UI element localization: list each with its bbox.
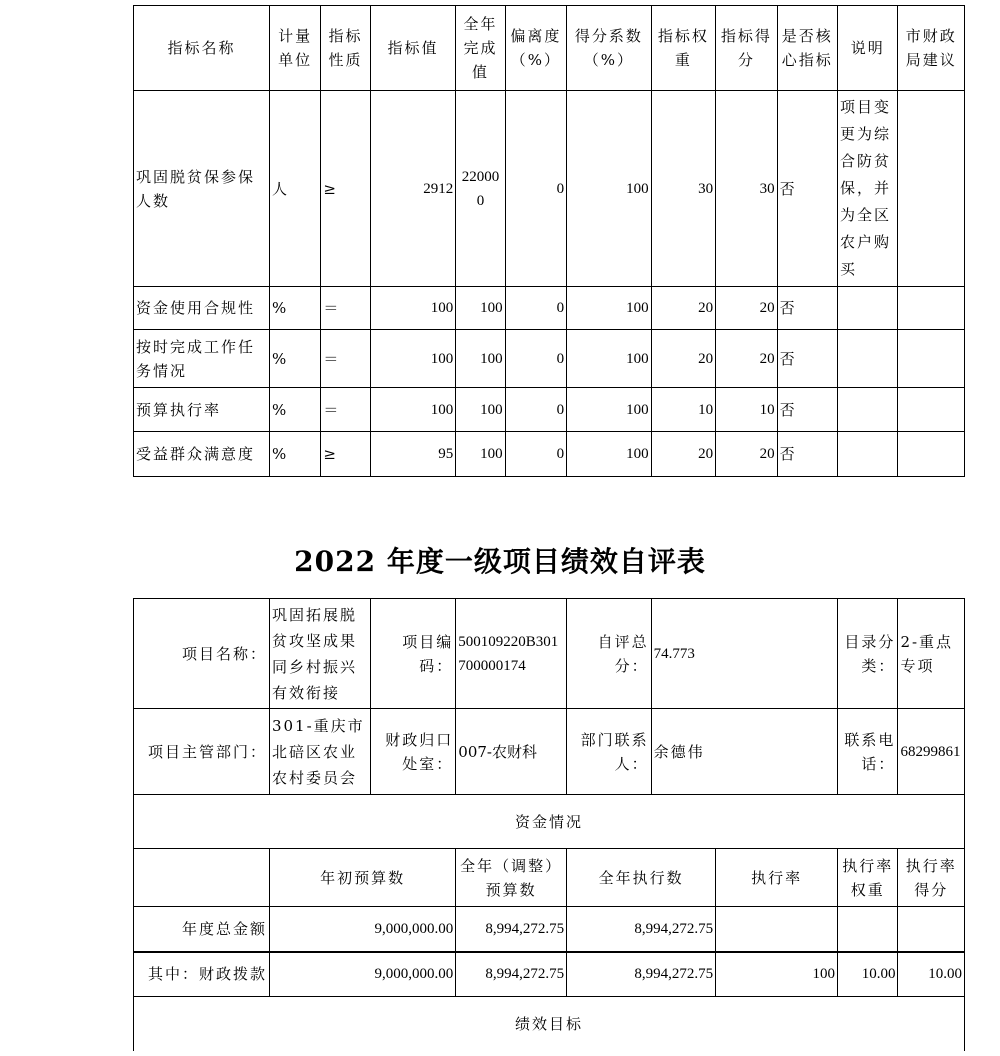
project-info-row — [134, 599, 965, 709]
funds-header-score: 执行率得分 — [898, 849, 965, 907]
actual-value: 100 — [456, 388, 505, 432]
coef: 100 — [567, 330, 652, 388]
header-coef: 得分系数（%） — [567, 6, 652, 91]
funds-weight — [838, 907, 898, 952]
header-unit: 计量单位 — [269, 6, 320, 91]
funds-rate: 100 — [716, 952, 838, 997]
funds-executed: 8,994,272.75 — [567, 952, 716, 997]
unit: % — [269, 388, 320, 432]
funds-header-rate: 执行率 — [716, 849, 838, 907]
advice — [898, 388, 965, 432]
target-value: 100 — [370, 330, 456, 388]
unit: 人 — [269, 91, 320, 287]
deviation: 0 — [505, 287, 566, 330]
weight: 20 — [651, 432, 715, 477]
funds-adjusted: 8,994,272.75 — [456, 907, 567, 952]
phone: 68299861 — [898, 709, 965, 795]
indicator-header-row — [134, 6, 965, 91]
target-value: 100 — [370, 287, 456, 330]
note: 项目变更为综合防贫保，并为全区农户购买 — [837, 91, 897, 287]
score: 30 — [716, 91, 777, 287]
funds-budget: 9,000,000.00 — [269, 952, 455, 997]
funds-header-budget: 年初预算数 — [269, 849, 455, 907]
funds-row-label: 年度总金额 — [134, 907, 270, 952]
deviation: 0 — [505, 432, 566, 477]
page-title: 2022 年度一级项目绩效自评表 — [294, 545, 706, 578]
indicator-name: 受益群众满意度 — [134, 432, 270, 477]
dept: 301-重庆市北碚区农业农村委员会 — [269, 709, 370, 795]
target-value: 100 — [370, 388, 456, 432]
actual-value: 100 — [456, 432, 505, 477]
deviation: 0 — [505, 91, 566, 287]
advice — [898, 330, 965, 388]
weight: 20 — [651, 330, 715, 388]
table-row — [134, 287, 965, 330]
dept-label: 项目主管部门： — [134, 709, 270, 795]
weight: 10 — [651, 388, 715, 432]
project-code-label: 项目编码： — [370, 599, 456, 709]
core-flag: 否 — [777, 432, 837, 477]
project-dept-row — [134, 709, 965, 795]
header-note: 说明 — [837, 6, 897, 91]
funds-score: 10.00 — [898, 952, 965, 997]
table-row — [134, 432, 965, 477]
funds-header-adjusted: 全年（调整）预算数 — [456, 849, 567, 907]
nature: ＝ — [321, 287, 370, 330]
advice — [898, 287, 965, 330]
score: 20 — [716, 287, 777, 330]
core-flag: 否 — [777, 330, 837, 388]
funds-weight: 10.00 — [838, 952, 898, 997]
table-row — [134, 388, 965, 432]
project-table — [133, 598, 965, 1051]
indicator-name: 预算执行率 — [134, 388, 270, 432]
funds-budget: 9,000,000.00 — [269, 907, 455, 952]
goals-section-row — [134, 997, 965, 1051]
category: 2-重点专项 — [898, 599, 965, 709]
nature: ＝ — [321, 388, 370, 432]
note — [837, 330, 897, 388]
score: 20 — [716, 432, 777, 477]
nature: ≥ — [321, 91, 370, 287]
header-core: 是否核心指标 — [777, 6, 837, 91]
goals-section-title: 绩效目标 — [134, 997, 965, 1051]
coef: 100 — [567, 287, 652, 330]
weight: 30 — [651, 91, 715, 287]
project-code: 500109220B301700000174 — [456, 599, 567, 709]
table-row — [134, 330, 965, 388]
coef: 100 — [567, 91, 652, 287]
funds-section-row — [134, 795, 965, 849]
funds-header-blank — [134, 849, 270, 907]
unit: % — [269, 432, 320, 477]
weight: 20 — [651, 287, 715, 330]
funds-row-label: 其中：财政拨款 — [134, 952, 270, 997]
project-name: 巩固拓展脱贫攻坚成果同乡村振兴有效衔接 — [269, 599, 370, 709]
unit: % — [269, 287, 320, 330]
header-target: 指标值 — [370, 6, 456, 91]
core-flag: 否 — [777, 388, 837, 432]
contact: 余德伟 — [651, 709, 837, 795]
core-flag: 否 — [777, 91, 837, 287]
core-flag: 否 — [777, 287, 837, 330]
funds-header-row — [134, 849, 965, 907]
coef: 100 — [567, 388, 652, 432]
funds-rate — [716, 907, 838, 952]
phone-label: 联系电话： — [838, 709, 898, 795]
target-value: 2912 — [370, 91, 456, 287]
note — [837, 432, 897, 477]
funds-executed: 8,994,272.75 — [567, 907, 716, 952]
header-actual: 全年完成值 — [456, 6, 505, 91]
unit: % — [269, 330, 320, 388]
table-row — [134, 907, 965, 952]
indicator-name: 巩固脱贫保参保人数 — [134, 91, 270, 287]
self-score: 74.773 — [651, 599, 837, 709]
nature: ＝ — [321, 330, 370, 388]
funds-header-weight: 执行率权重 — [838, 849, 898, 907]
project-name-label: 项目名称： — [134, 599, 270, 709]
table-row — [134, 91, 965, 287]
indicator-name: 按时完成工作任务情况 — [134, 330, 270, 388]
coef: 100 — [567, 432, 652, 477]
header-deviation: 偏离度（%） — [505, 6, 566, 91]
score: 10 — [716, 388, 777, 432]
indicator-table — [133, 5, 965, 477]
note — [837, 287, 897, 330]
advice — [898, 432, 965, 477]
actual-value: 100 — [456, 330, 505, 388]
target-value: 95 — [370, 432, 456, 477]
note — [837, 388, 897, 432]
deviation: 0 — [505, 388, 566, 432]
finance-office: 007-农财科 — [456, 709, 567, 795]
header-weight: 指标权重 — [651, 6, 715, 91]
funds-adjusted: 8,994,272.75 — [456, 952, 567, 997]
actual-value: 220000 — [456, 91, 505, 287]
header-indicator-name: 指标名称 — [134, 6, 270, 91]
score: 20 — [716, 330, 777, 388]
table-row — [134, 952, 965, 997]
header-score: 指标得分 — [716, 6, 777, 91]
funds-section-title: 资金情况 — [134, 795, 965, 849]
advice — [898, 91, 965, 287]
funds-header-executed: 全年执行数 — [567, 849, 716, 907]
deviation: 0 — [505, 330, 566, 388]
nature: ≥ — [321, 432, 370, 477]
actual-value: 100 — [456, 287, 505, 330]
finance-office-label: 财政归口处室： — [370, 709, 456, 795]
funds-score — [898, 907, 965, 952]
self-score-label: 自评总分： — [567, 599, 652, 709]
contact-label: 部门联系人： — [567, 709, 652, 795]
indicator-name: 资金使用合规性 — [134, 287, 270, 330]
header-nature: 指标性质 — [321, 6, 370, 91]
header-advice: 市财政局建议 — [898, 6, 965, 91]
category-label: 目录分类： — [838, 599, 898, 709]
